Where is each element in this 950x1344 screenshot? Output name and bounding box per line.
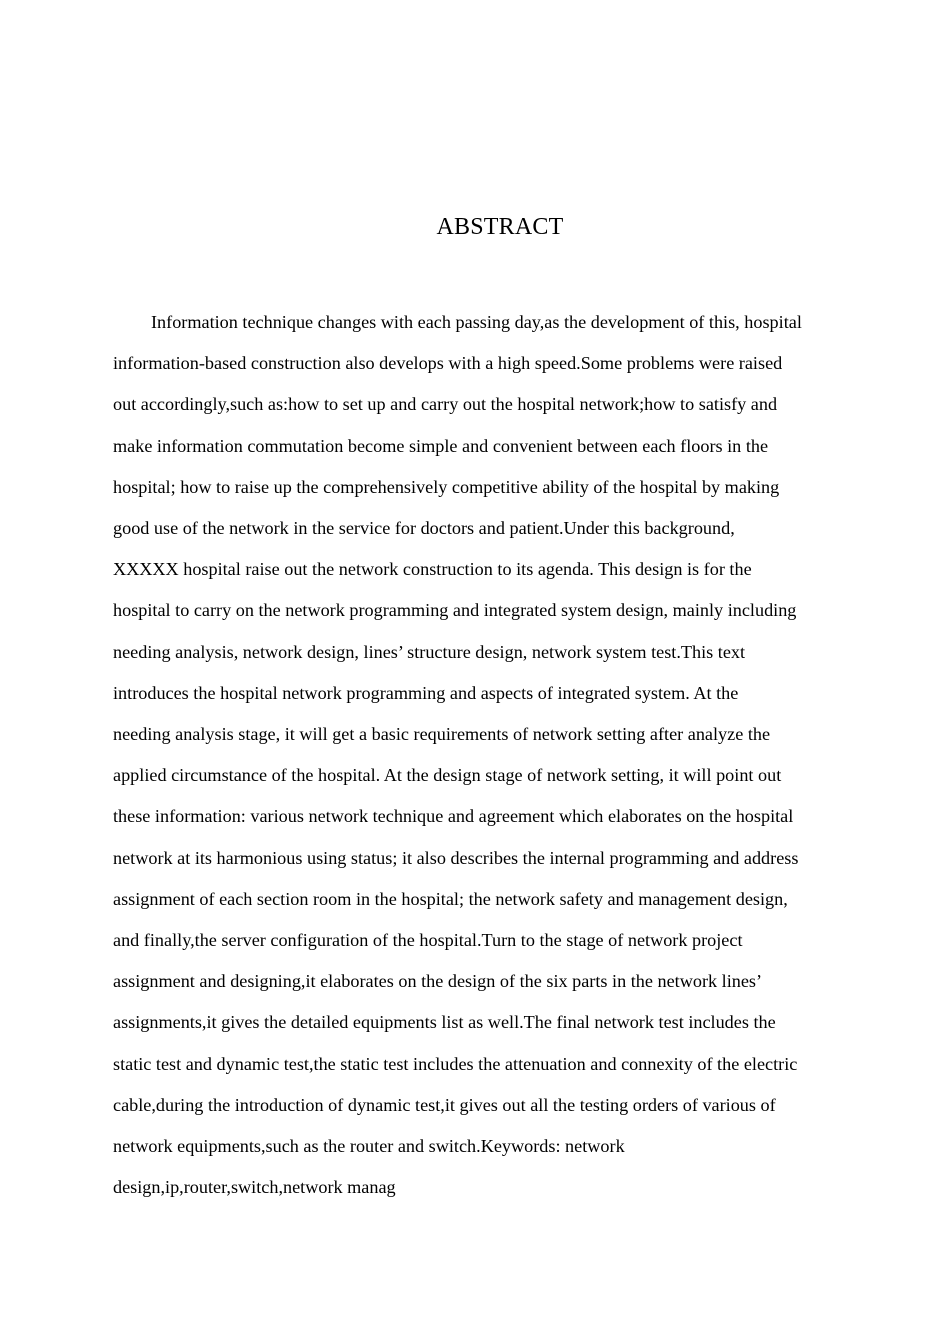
abstract-line: and finally,the server configuration of the hospital.Turn to the stage of network project — [113, 930, 743, 951]
abstract-line: introduces the hospital network programming and aspects of integrated system. At the — [113, 682, 739, 703]
abstract-line: hospital to carry on the network programming and integrated system design, mainly including — [113, 600, 797, 621]
abstract-body — [113, 302, 841, 1208]
abstract-title: ABSTRACT — [436, 214, 564, 240]
abstract-line: XXXXX hospital raise out the network construction to its agenda. This design is for the — [113, 559, 752, 580]
abstract-line: network equipments,such as the router and switch.Keywords: network — [113, 1136, 625, 1157]
abstract-line: assignment of each section room in the hospital; the network safety and management design, — [113, 888, 788, 909]
abstract-line: needing analysis stage, it will get a basic requirements of network setting after analyze the — [113, 724, 771, 745]
abstract-line: assignments,it gives the detailed equipments list as well.The final network test includes the — [113, 1012, 776, 1033]
abstract-line: applied circumstance of the hospital. At the design stage of network setting, it will point out — [113, 765, 782, 786]
abstract-line: static test and dynamic test,the static test includes the attenuation and connexity of the electric — [113, 1053, 798, 1074]
abstract-line: these information: various network technique and agreement which elaborates on the hospital — [113, 806, 794, 827]
abstract-line: make information commutation become simple and convenient between each floors in the — [113, 435, 769, 456]
abstract-line: needing analysis, network design, lines’ structure design, network system test.This text — [113, 641, 746, 662]
abstract-line: information-based construction also develops with a high speed.Some problems were raised — [113, 353, 783, 374]
abstract-line: network at its harmonious using status; it also describes the internal programming and address — [113, 847, 799, 868]
abstract-line: Information technique changes with each passing day,as the development of this, hospital — [151, 312, 802, 332]
abstract-line: design,ip,router,switch,network manag — [113, 1177, 396, 1198]
abstract-line: out accordingly,such as:how to set up and carry out the hospital network;how to satisfy and — [113, 394, 778, 415]
abstract-line: good use of the network in the service for doctors and patient.Under this background, — [113, 518, 735, 539]
abstract-line: cable,during the introduction of dynamic test,it gives out all the testing orders of various of — [113, 1094, 776, 1115]
abstract-line: hospital; how to raise up the comprehensively competitive ability of the hospital by making — [113, 476, 780, 497]
abstract-line: assignment and designing,it elaborates on the design of the six parts in the network lines’ — [113, 971, 763, 992]
